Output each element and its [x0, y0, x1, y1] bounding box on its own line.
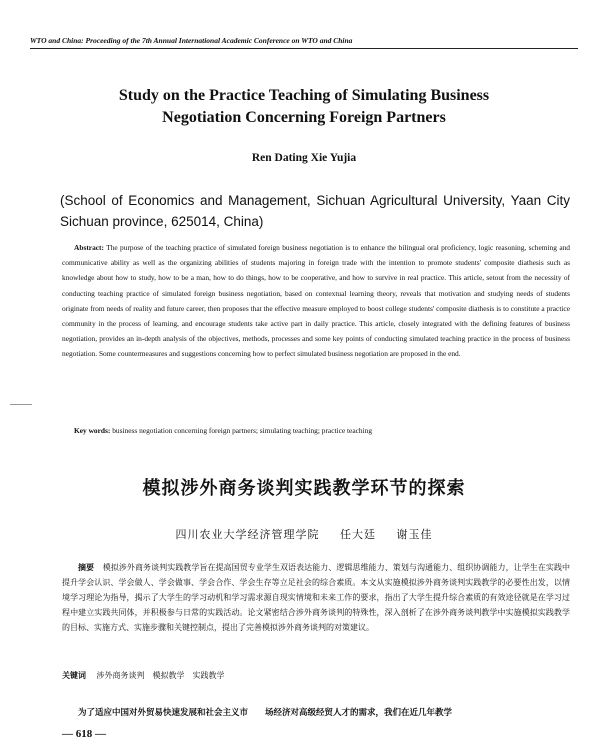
- abstract-label: Abstract:: [74, 243, 104, 252]
- english-title-line1: Study on the Practice Teaching of Simulating Business: [118, 87, 490, 104]
- page-number: — 618 —: [62, 728, 106, 740]
- chinese-keywords-text: 涉外商务谈判 模拟教学 实践教学: [96, 671, 225, 680]
- chinese-author-1: 任大廷: [340, 528, 376, 541]
- margin-mark: [10, 404, 32, 405]
- keywords-label: Key words:: [74, 426, 111, 435]
- chinese-affiliation: 四川农业大学经济管理学院: [175, 528, 320, 541]
- english-title-line2: Negotiation Concerning Foreign Partners: [162, 109, 446, 126]
- english-title: [30, 85, 578, 129]
- chinese-abstract-text: 模拟涉外商务谈判实践教学旨在提高国贸专业学生双语表达能力、逻辑思维能力、策划与沟通能力、组织协调能力，让学生在实践中提升学会认识、学会做人、学会做事、学会合作、学会生存等立足社会的综合素质。本文从实施模拟涉外商务谈判实践教学的必要性出发，以情境学习理论为指导，揭示了大学生的学习动机和学习需求源自现实情境和未来工作的要求，指出了大学生提升综合素质的有效途径就是在学习过程中建立实践共同体，并积极参与日常的实践活动。论文紧密结合涉外商务谈判的特殊性，深入剖析了在涉外商务谈判教学中实施模拟实践教学的目标、实施方式、实施步骤和关键控制点，提出了完善模拟涉外商务谈判的对策建议。: [62, 563, 571, 632]
- chinese-body-text: 为了适应中国对外贸易快速发展和社会主义市 场经济对高级经贸人才的需求，我们在近几年教学: [78, 708, 453, 718]
- chinese-abstract: [62, 560, 570, 635]
- keywords-text: business negotiation concerning foreign partners; simulating teaching; practice teaching: [112, 426, 373, 435]
- chinese-title: 模拟涉外商务谈判实践教学环节的探索: [142, 478, 466, 499]
- english-authors: Ren Dating Xie Yujia: [251, 152, 357, 164]
- chinese-keywords: [62, 670, 570, 681]
- english-affiliation: (School of Economics and Management, Sichuan Agricultural University, Yaan City Sichuan province, 625014, China): [60, 193, 570, 229]
- english-abstract: [62, 240, 570, 362]
- running-head: WTO and China: Proceeding of the 7th Annual International Academic Conference on WTO and China: [30, 36, 578, 49]
- chinese-abstract-label: 摘要: [78, 563, 95, 572]
- chinese-authors: [30, 526, 578, 542]
- abstract-text: The purpose of the teaching practice of simulated foreign business negotiation is to enhance the bilingual oral proficiency, logic reasoning, scheming and communicative ability as well as the organizing abilities of students majoring in foreign trade with the intention to promote students' composite diathesis such as knowledge about how to study, how to be a man, how to do things, how to be cooperative, and how to survive in real practice. This article, setout from the necessity of conducting teaching practice of simulated foreign business negotiation, based on contextual learning theory, reveals that motivation and studying needs of students originate from needs of reality and future career, then proposes that the effective measure employed to boost college students' composite diathesis is to constitute a practice community in the process of learning, and encourage students take active part in daily practice. This article, closely integrated with the defining features of business negotiation, provides an in-depth analysis of the objectives, methods, processes and some key points of conducting simulated teaching practice in the process of business negotiation. Some countermeasures and suggestions concerning how to perfect simulated business negotiation are proposed in the end.: [62, 243, 570, 359]
- chinese-keywords-label: 关键词: [62, 671, 86, 680]
- chinese-author-2: 谢玉佳: [396, 528, 433, 541]
- english-keywords: [62, 425, 570, 437]
